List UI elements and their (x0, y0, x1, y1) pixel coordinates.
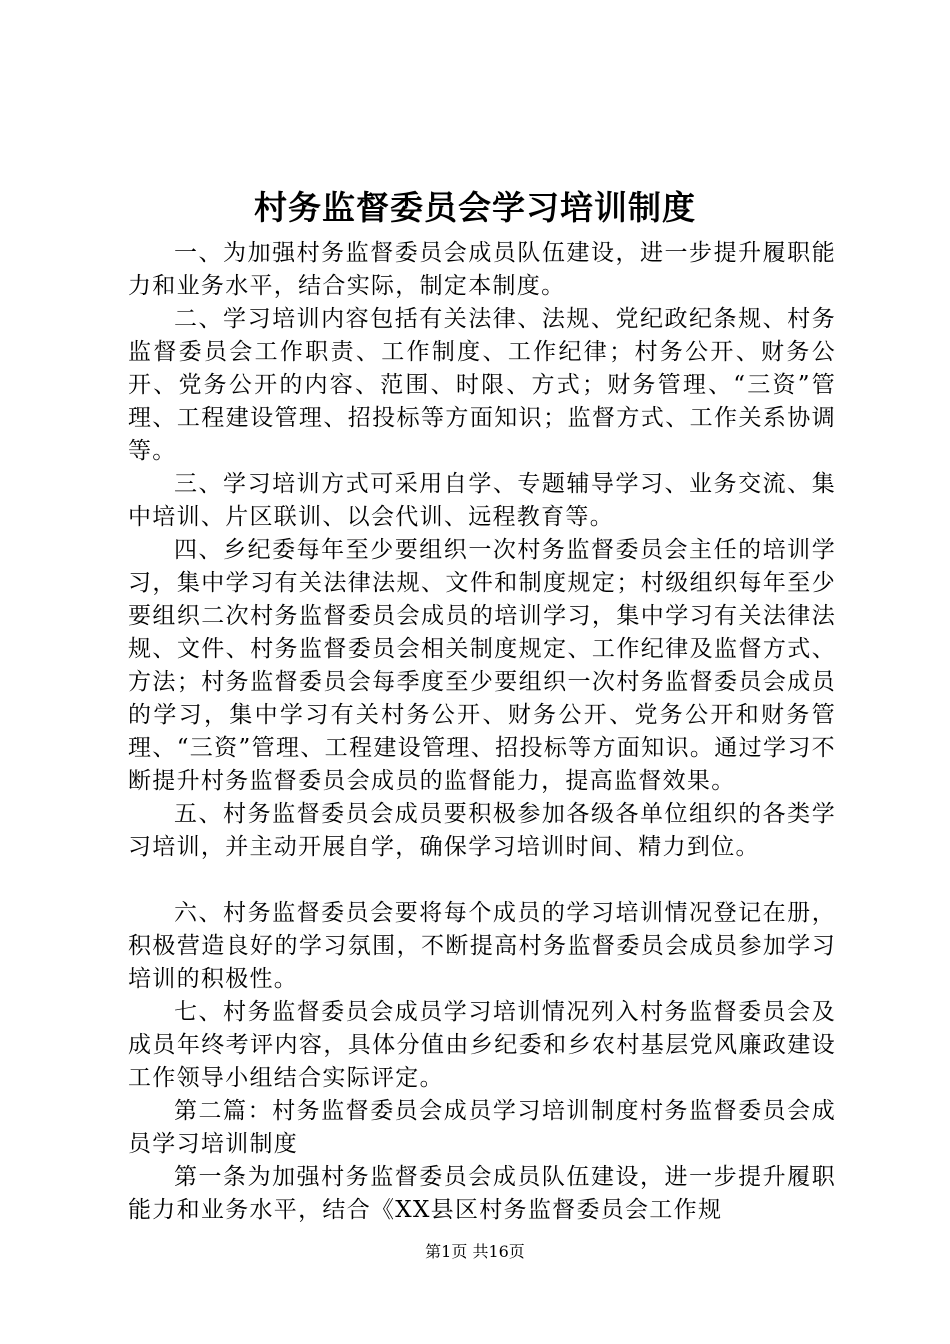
paragraph-1: 一、为加强村务监督委员会成员队伍建设，进一步提升履职能力和业务水平，结合实际，制定本制度。 (128, 240, 836, 299)
paragraph-5: 五、村务监督委员会成员要积极参加各级各单位组织的各类学习培训，并主动开展自学，确保学习培训时间、精力到位。 (128, 801, 836, 860)
paragraph-4: 四、乡纪委每年至少要组织一次村务监督委员会主任的培训学习，集中学习有关法律法规、文件和制度规定；村级组织每年至少要组织二次村务监督委员会成员的培训学习，集中学习有关法律法规、文件、村务监督委员会相关制度规定、工作纪律及监督方式、方法；村务监督委员会每季度至少要组织一次村务监督委员会成员的学习，集中学习有关村务公开、财务公开、党务公开和财务管理、“三资”管理、工程建设管理、招投标等方面知识。通过学习不断提升村务监督委员会成员的监督能力，提高监督效果。 (128, 537, 836, 794)
document-title: 村务监督委员会学习培训制度 (254, 188, 696, 227)
paragraph-3: 三、学习培训方式可采用自学、专题辅导学习、业务交流、集中培训、片区联训、以会代训、远程教育等。 (128, 471, 836, 530)
paragraph-6: 六、村务监督委员会要将每个成员的学习培训情况登记在册，积极营造良好的学习氛围，不断提高村务监督委员会成员参加学习培训的积极性。 (128, 900, 836, 992)
document-body (128, 237, 836, 1227)
paragraph-8: 第二篇：村务监督委员会成员学习培训制度村务监督委员会成员学习培训制度 (128, 1098, 836, 1157)
paragraph-2: 二、学习培训内容包括有关法律、法规、党纪政纪条规、村务监督委员会工作职责、工作制度、工作纪律；村务公开、财务公开、党务公开的内容、范围、时限、方式；财务管理、“三资”管理、工程建设管理、招投标等方面知识；监督方式、工作关系协调等。 (128, 306, 836, 464)
page-number-footer: 第1页 共16页 (425, 1242, 525, 1261)
paragraph-9: 第一条为加强村务监督委员会成员队伍建设，进一步提升履职能力和业务水平，结合《XX县区村务监督委员会工作规 (128, 1164, 836, 1223)
paragraph-7: 七、村务监督委员会成员学习培训情况列入村务监督委员会及成员年终考评内容，具体分值由乡纪委和乡农村基层党风廉政建设工作领导小组结合实际评定。 (128, 999, 836, 1091)
